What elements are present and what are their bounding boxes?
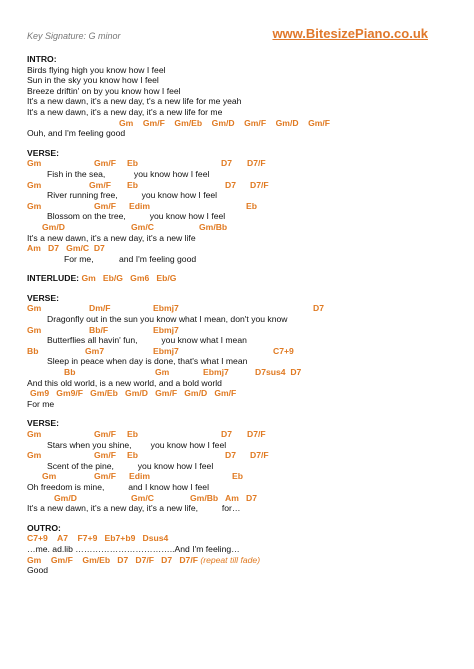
chord: Eb: [127, 158, 138, 169]
chord: C7+9 A7 F7+9 Eb7+b9 Dsus4: [27, 533, 169, 544]
chord-line: [27, 180, 467, 191]
chord: Bb: [27, 345, 39, 356]
chord: Gm9 Gm9/F Gm/Eb Gm/D Gm/F Gm/D Gm/F: [30, 388, 237, 399]
chord-line: [27, 493, 467, 504]
chord: D7/F: [247, 158, 266, 169]
key-signature: Key Signature: G minor: [27, 31, 121, 41]
chord: D7/F: [250, 179, 269, 190]
chord: Gm/D: [42, 221, 65, 232]
chord-line: [27, 158, 467, 169]
chord: Bb: [64, 367, 76, 378]
chord: Am D7 Gm/C D7: [27, 243, 105, 254]
chord: Gm: [27, 324, 42, 335]
lyric-line: Blossom on the tree, you know how I feel: [47, 211, 226, 222]
chord: D7: [221, 158, 232, 169]
chord-line: [27, 388, 467, 399]
chord-line: [27, 201, 467, 212]
interlude-line: [27, 273, 467, 284]
chord: Gm/F: [94, 429, 116, 439]
chord: Edim: [129, 471, 151, 482]
chord: D7/F: [250, 450, 269, 461]
chord: Gm Eb/G Gm6 Eb/G: [81, 273, 177, 284]
interlude-heading: INTERLUDE:: [27, 273, 80, 284]
chord: Gm/F: [94, 158, 116, 169]
repeat-note: (repeat till fade): [200, 554, 261, 565]
intro-heading: INTRO:: [27, 54, 57, 64]
lyric-line: Sun in the sky you know how I feel: [27, 75, 159, 86]
chord: D7/F: [247, 429, 266, 439]
chord: D7: [313, 303, 324, 314]
lyric-line: Dragonfly out in the sun you know what I mean, don't you know: [47, 314, 288, 325]
chord-line: [27, 367, 467, 378]
chord-line: [27, 533, 467, 544]
lyric-line: And this old world, is a new world, and a bold world: [27, 377, 222, 388]
chord: Gm/F: [94, 200, 116, 211]
chord: D7: [225, 179, 236, 190]
lyric-line: Breeze driftin' on by you know how I feel: [27, 85, 181, 96]
chord: D7: [225, 450, 236, 461]
chord-line: [27, 243, 467, 254]
chord: Gm: [27, 158, 42, 169]
chord: Gm: [42, 471, 57, 482]
chord: C7+9: [273, 345, 294, 356]
chord: Gm/F: [94, 471, 116, 482]
chord: Gm/F: [94, 450, 116, 461]
lyric-line: …me. ad.lib ……………………………..And I'm feeling…: [27, 543, 240, 554]
site-link[interactable]: www.BitesizePiano.co.uk: [272, 26, 428, 41]
chord: Gm/C: [131, 492, 154, 503]
chord: Ebmj7: [153, 303, 179, 314]
lyric-line: Fish in the sea, you know how I feel: [47, 168, 210, 179]
chord: Ebmj7: [203, 367, 229, 378]
chord-line: [27, 429, 467, 440]
verse-heading: VERSE:: [27, 147, 59, 158]
chord: Eb: [232, 471, 243, 482]
chord-line: [27, 118, 467, 129]
lyric-line: It's a new dawn, it's a new day, t's a new life for me yeah: [27, 96, 242, 107]
lyric-line: Scent of the pine, you know how I feel: [47, 460, 214, 471]
outro-heading: OUTRO:: [27, 522, 61, 533]
chord: Gm/F: [89, 179, 111, 190]
chord: D7: [221, 429, 232, 439]
chord-line: [27, 471, 467, 482]
chord: Gm: [27, 200, 42, 211]
chord-line: [27, 346, 467, 357]
chord: Gm/C: [131, 221, 154, 232]
lyric-line: Birds flying high you know how I feel: [27, 64, 166, 75]
chord: Gm/Bb Am D7: [190, 492, 258, 503]
chord: Gm Gm/F Gm/Eb D7 D7/F D7 D7/F: [27, 554, 198, 565]
lyric-line: For me: [27, 398, 55, 409]
lyric-line: Oh freedom is mine, and I know how I feel: [27, 481, 209, 492]
chord: Edim: [129, 200, 151, 211]
chord: Gm/Bb: [199, 221, 228, 232]
chord: Dm/F: [89, 303, 111, 314]
chord: Bb/F: [89, 324, 109, 335]
chord: Eb: [127, 450, 138, 461]
chord: Gm: [27, 450, 42, 461]
chord: Gm: [27, 179, 42, 190]
chord: Gm7: [85, 345, 105, 356]
chord-line: [27, 222, 467, 233]
lyric-line: Sleep in peace when day is done, that's what I mean: [47, 356, 248, 367]
lyric-line: Good: [27, 565, 49, 576]
lyric-line: Butterflies all havin' fun, you know what I mean: [47, 335, 247, 346]
lyric-line: For me, and I'm feeling good: [64, 253, 197, 264]
chord: Ebmj7: [153, 324, 179, 335]
chord: Eb: [127, 429, 138, 439]
lyric-line: It's a new dawn, it's a new day, it's a new life: [27, 232, 196, 243]
lyric-line: It's a new dawn, it's a new day, it's a new life, for…: [27, 503, 241, 514]
chord-line: [27, 325, 467, 336]
chord: Gm: [27, 303, 42, 314]
chord: Eb: [246, 200, 257, 211]
lyric-line: It's a new dawn, it's a new day, it's a new life for me: [27, 106, 223, 117]
chord-line: [27, 303, 467, 314]
verse-heading: VERSE:: [27, 292, 59, 303]
chord: Gm/D: [54, 492, 77, 503]
chord: D7sus4 D7: [255, 367, 302, 378]
lyric-line: Ouh, and I'm feeling good: [27, 128, 126, 139]
chord-line: [27, 450, 467, 461]
chord: Gm Gm/F Gm/Eb Gm/D Gm/F Gm/D Gm/F: [119, 117, 331, 128]
chord: Gm: [155, 367, 170, 378]
song-body: [27, 54, 467, 576]
chord: Eb: [127, 179, 138, 190]
chord: Gm: [27, 429, 42, 439]
lyric-line: Stars when you shine, you know how I feel: [47, 439, 227, 450]
verse-heading: VERSE:: [27, 418, 59, 429]
chord: Ebmj7: [153, 345, 179, 356]
chord-line: [27, 555, 467, 566]
lyric-line: River running free, you know how I feel: [47, 190, 218, 201]
